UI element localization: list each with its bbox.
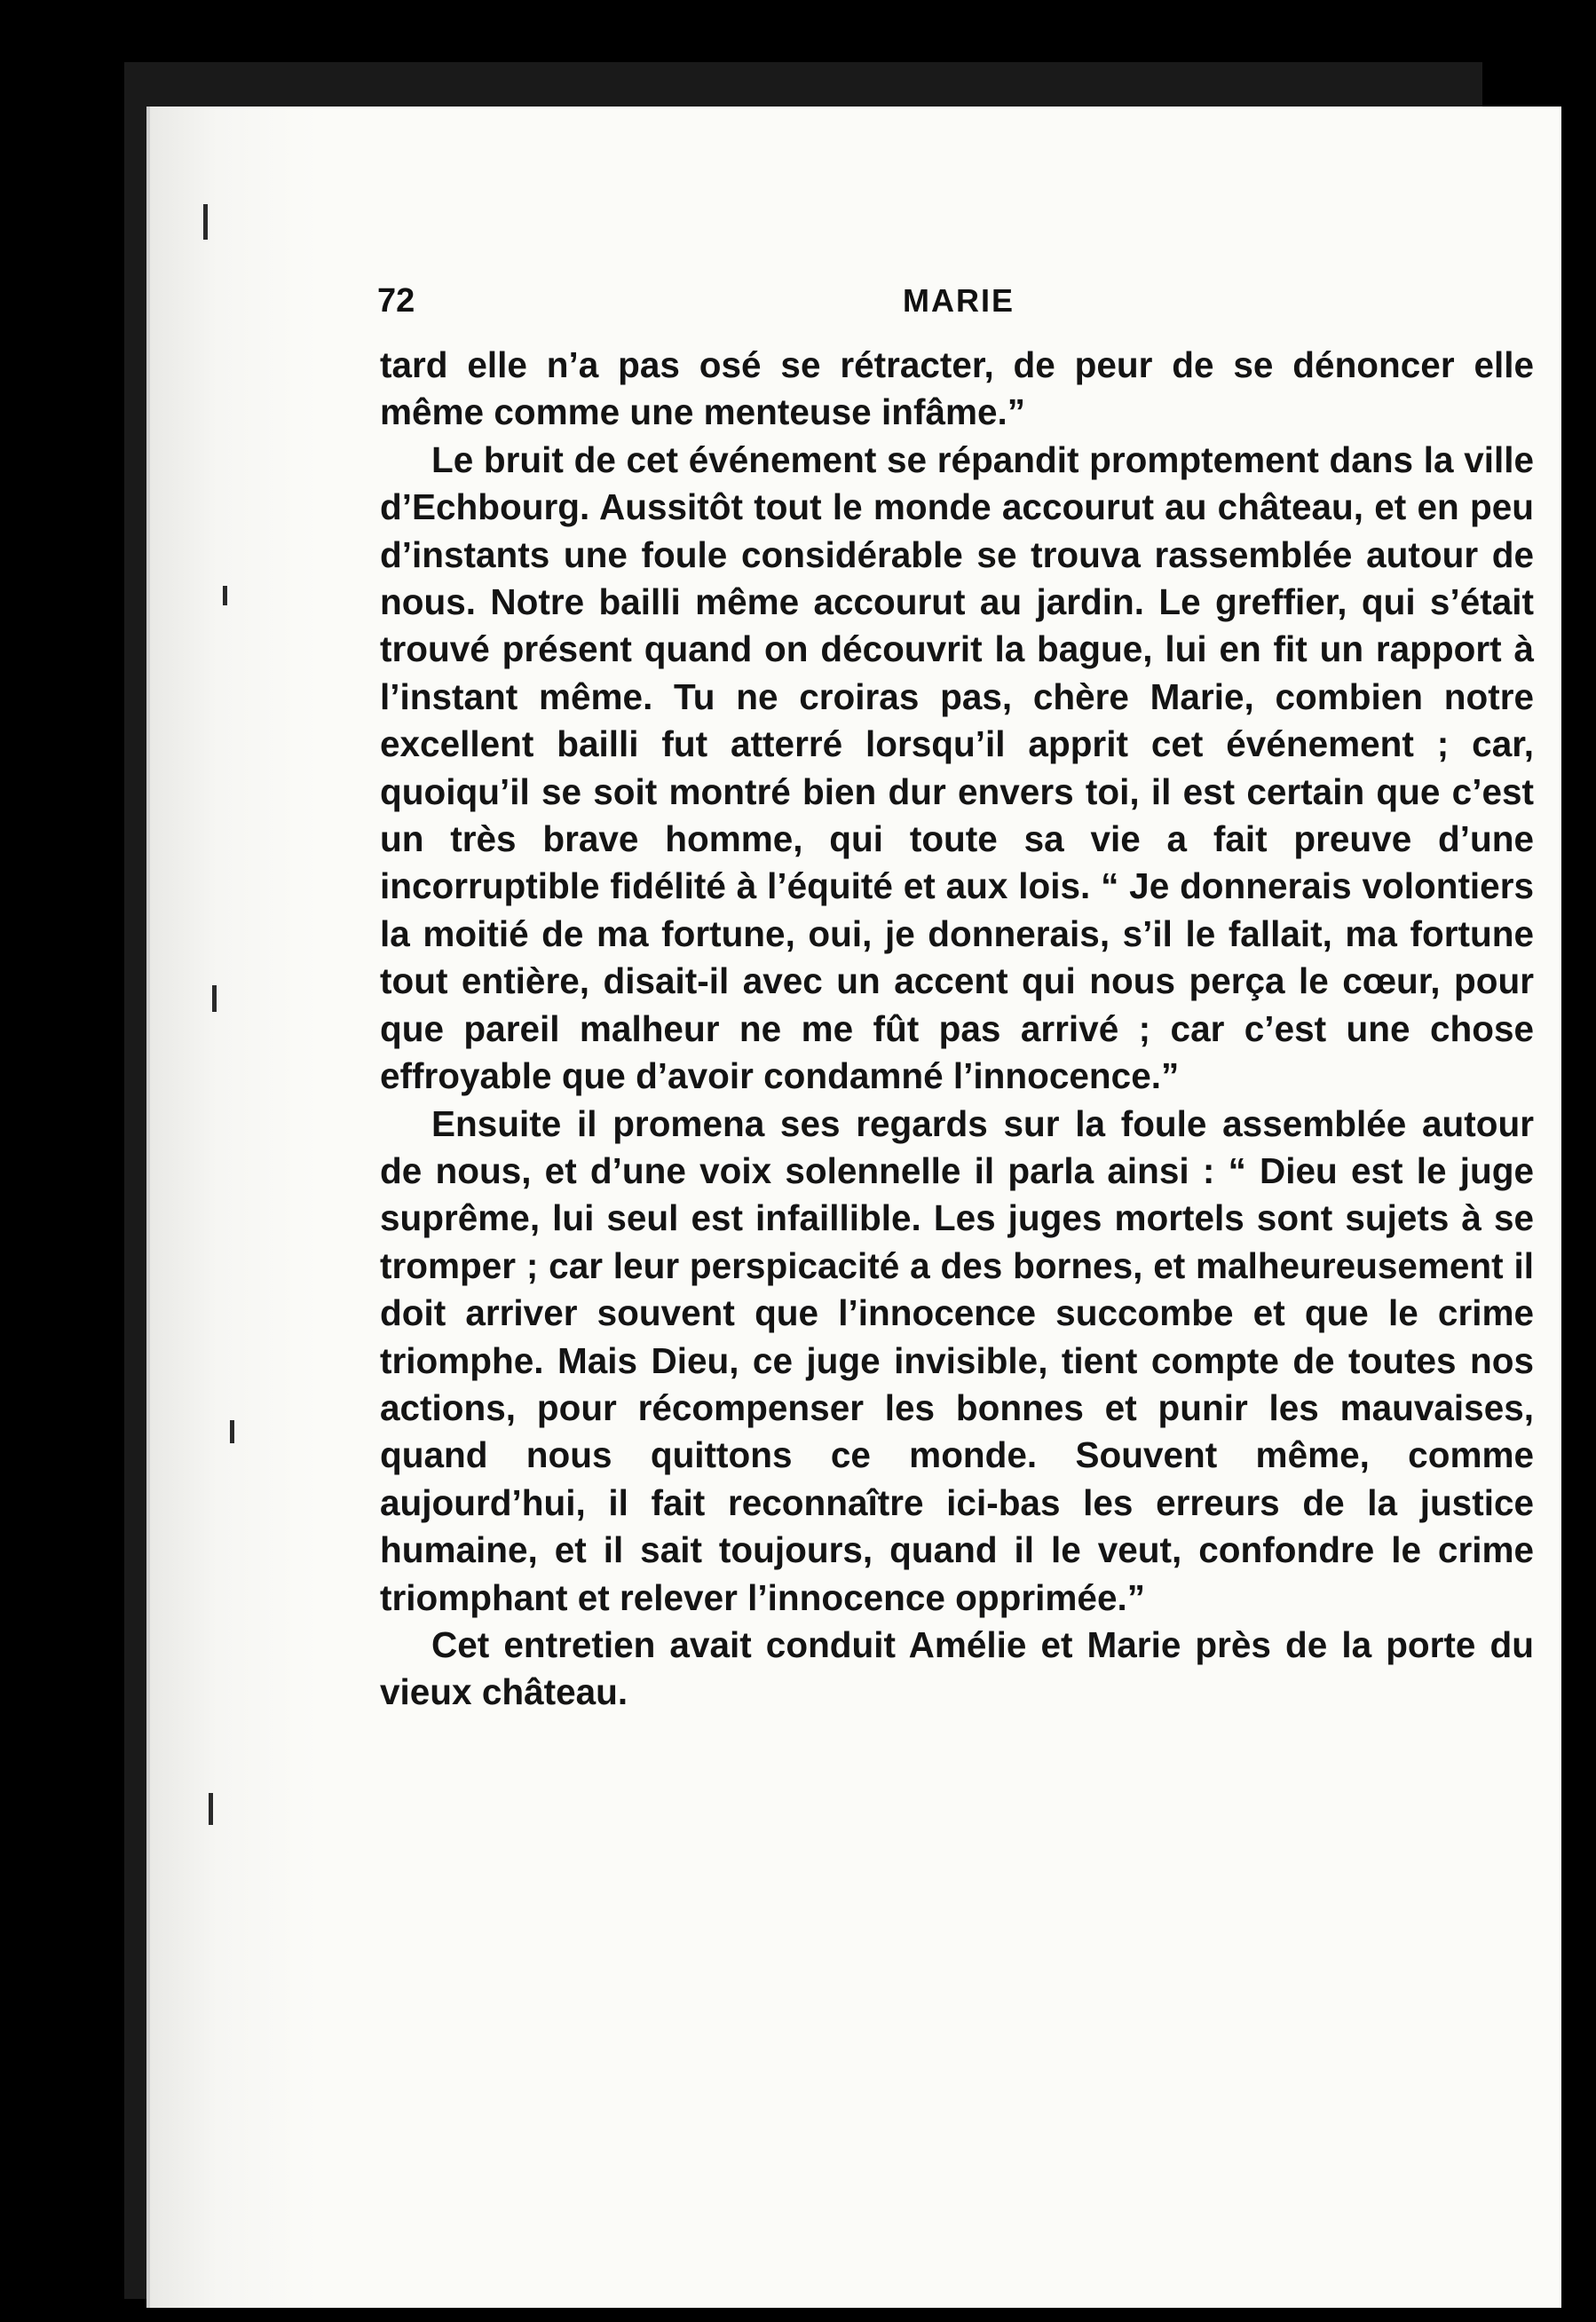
paragraph: Le bruit de cet événement se répandit promptement dans la ville d’Echbourg. Aussitôt tout le monde accourut au château, et en peu d’instants une foule considérable se trouva rassemblée autour de nous. Notre bailli même accourut au jardin. Le greffier, qui s’était trouvé présent quand on découvrit la bague, lui en fit un rapport à l’instant même. Tu ne croiras pas, chère Marie, combien notre excellent bailli fut atterré lorsqu’il apprit cet événement ; car, quoiqu’il se soit montré bien dur envers toi, il est certain que c’est un très brave homme, qui toute sa vie a fait preuve d’une incorruptible fidélité à l’équité et aux lois. “ Je donnerais volontiers la moitié de ma fortune, oui, je donnerais, s’il le fallait, ma fortune tout entière, disait-il avec un accent qui nous perça le cœur, pour que pareil malheur ne me fût pas arrivé ; car c’est une chose effroyable que d’avoir condamné l’innocence.” <box>380 438 1534 1097</box>
running-title: MARIE <box>903 282 1015 319</box>
page-number: 72 <box>377 282 415 320</box>
gutter-speck <box>230 1420 234 1443</box>
gutter-speck <box>212 985 217 1012</box>
paragraph: tard elle n’a pas osé se rétracter, de peur de se dénoncer elle même comme une menteuse infâme.” <box>380 344 1534 433</box>
page-gutter <box>150 107 319 2308</box>
gutter-speck <box>203 204 208 240</box>
paragraph: Ensuite il promena ses regards sur la foule assemblée autour de nous, et d’une voix solennelle il parla ainsi : “ Dieu est le juge suprême, lui seul est infaillible. Les juges mortels sont sujets à se tromper ; car leur perspicacité a des bornes, et malheureusement il doit arriver souvent que l’innocence succombe et que le crime triomphe. Mais Dieu, ce juge invisible, tient compte de toutes nos actions, pour récompenser les bonnes et punir les mauvaises, quand nous quittons ce monde. Souvent même, comme aujourd’hui, il fait reconnaître ici-bas les erreurs de la justice humaine, et il sait toujours, quand il le veut, confondre le crime triomphant et relever l’innocence opprimée.” <box>380 1102 1534 1618</box>
body-text <box>380 342 1534 1717</box>
gutter-speck <box>223 586 227 605</box>
page-header <box>377 275 1540 328</box>
gutter-speck <box>209 1793 213 1825</box>
paragraph: Cet entretien avait conduit Amélie et Marie près de la porte du vieux château. <box>380 1623 1534 1713</box>
